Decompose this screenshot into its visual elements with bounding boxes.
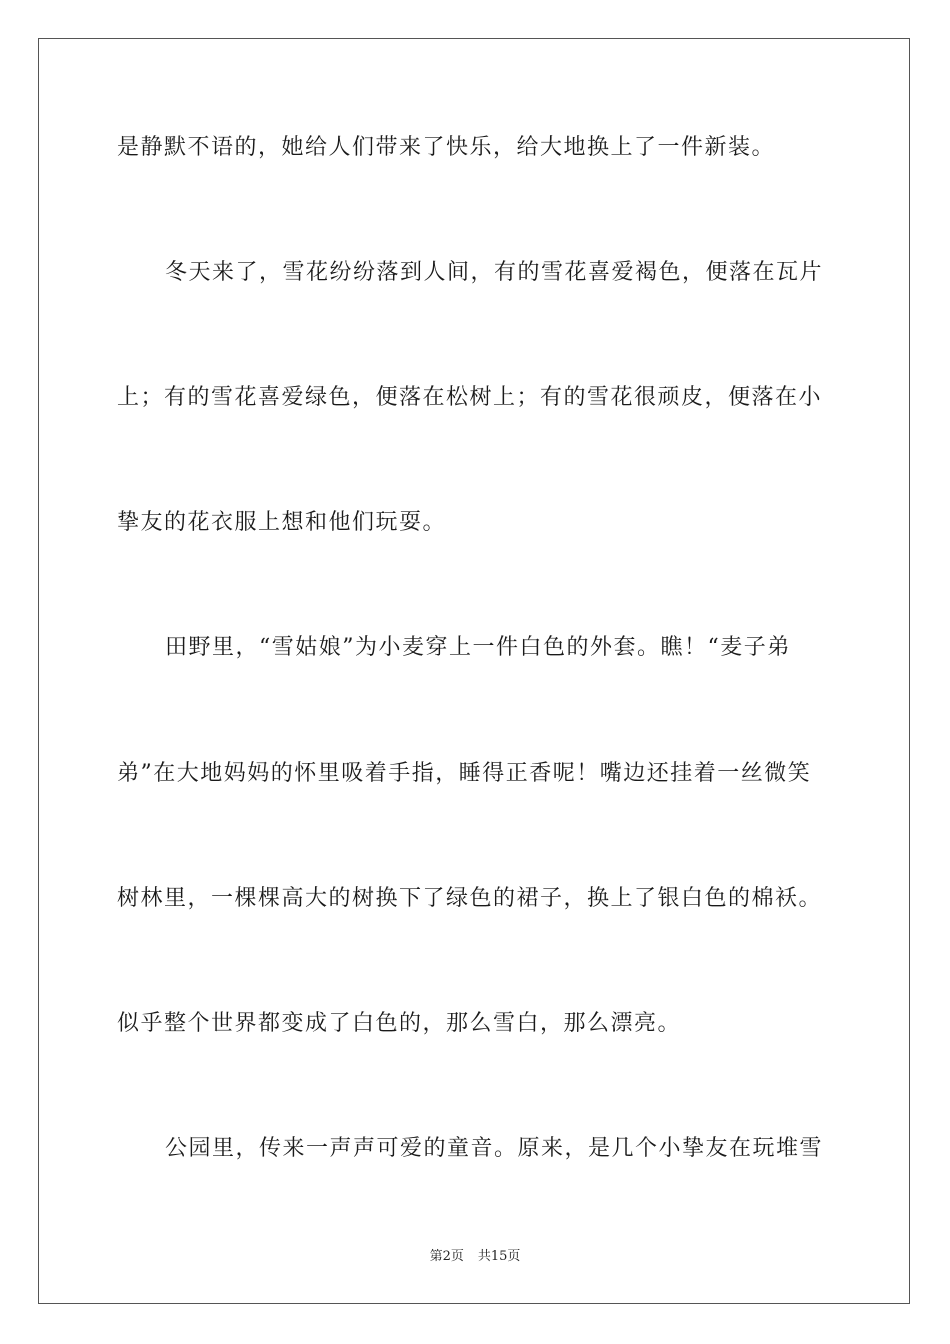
text-line: 似乎整个世界都变成了白色的，那么雪白，那么漂亮。 [117, 1011, 682, 1036]
text-line: 冬天来了，雪花纷纷落到人间，有的雪花喜爱褐色，便落在瓦片 [165, 260, 824, 285]
page-total: 共15页 [477, 1249, 521, 1264]
text-line: 田野里，“雪姑娘”为小麦穿上一件白色的外套。瞧！“麦子弟 [165, 635, 791, 660]
text-line: 是静默不语的，她给人们带来了快乐，给大地换上了一件新装。 [117, 135, 776, 160]
page-number: 第2页 [429, 1249, 464, 1264]
page-footer [0, 1248, 950, 1266]
text-line: 上；有的雪花喜爱绿色，便落在松树上；有的雪花很顽皮，便落在小 [117, 385, 823, 410]
text-line: 公园里，传来一声声可爱的童音。原来，是几个小挚友在玩堆雪 [165, 1136, 824, 1161]
text-line: 树林里，一棵棵高大的树换下了绿色的裙子，换上了银白色的棉袄。 [117, 886, 823, 911]
page-border [38, 38, 910, 1304]
text-line: 弟”在大地妈妈的怀里吸着手指，睡得正香呢！嘴边还挂着一丝微笑 [117, 761, 812, 786]
text-line: 挚友的花衣服上想和他们玩耍。 [117, 510, 447, 535]
